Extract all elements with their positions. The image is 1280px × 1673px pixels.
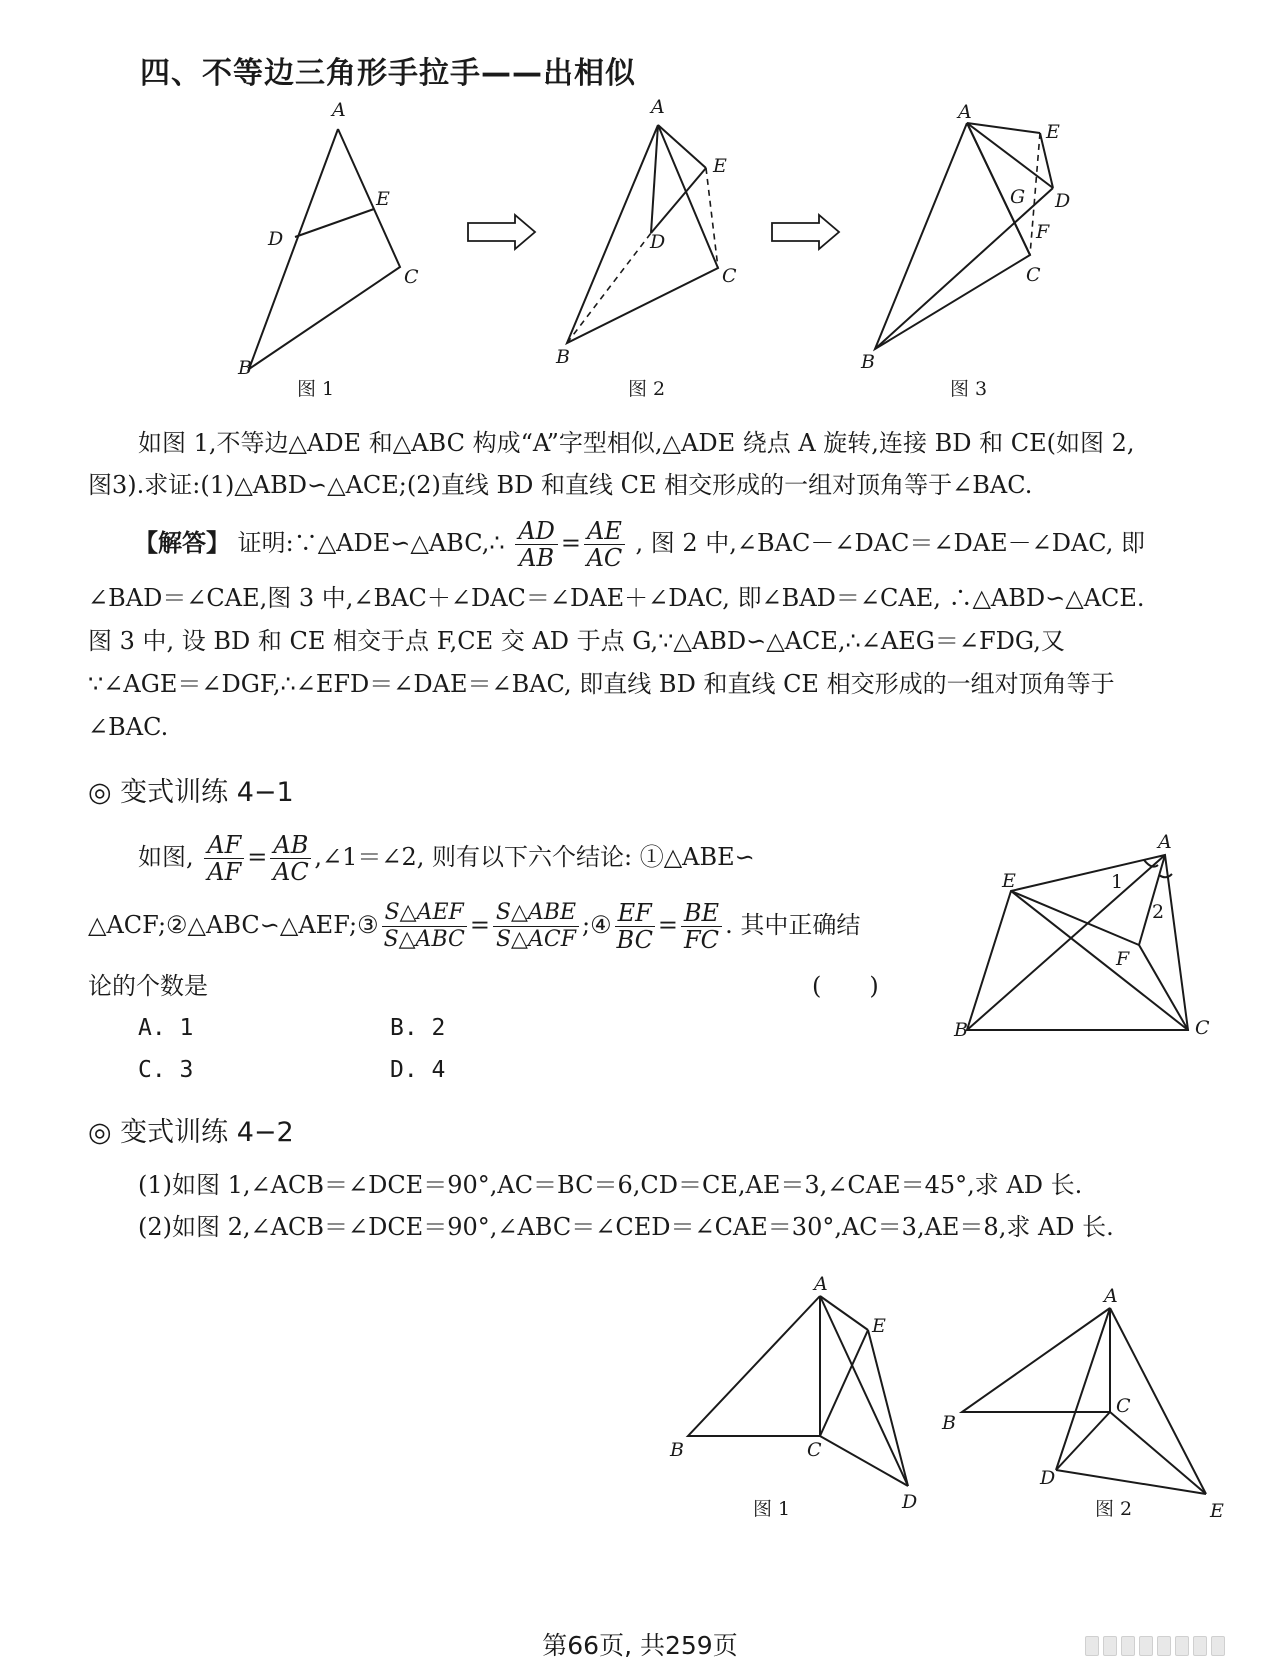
fig2-label-b: B (556, 346, 570, 368)
fig3-label-e: E (1046, 121, 1060, 143)
fraction-be-fc: $\frac{BE}{FC}$ (681, 900, 722, 953)
fig3-label-d: D (1055, 190, 1071, 212)
solution-label: 【解答】 (134, 529, 230, 557)
solution-l1-pre: 证明:∵△ADE∽△ABC,∴ (237, 529, 505, 557)
fig1-label-a: A (332, 99, 346, 121)
solution-l1-post: , 图 2 中,∠BAC－∠DAC＝∠DAE－∠DAC, 即 (635, 529, 1146, 557)
fig1-label-d: D (268, 228, 284, 250)
ex1-label-c: C (1195, 1017, 1210, 1039)
option-a: A. 1 (138, 1015, 194, 1041)
fig3-label-b: B (861, 351, 875, 373)
solution-line-1: 【解答】 证明:∵△ADE∽△ABC,∴ $\frac{AD}{AB}$ = $\frac{AE}{AC}$ , 图 2 中,∠BAC－∠DAC＝∠DAE－∠DAC, 即 (134, 517, 1146, 572)
ex2-fig2-label-d: D (1040, 1467, 1056, 1489)
solution-line-4: ∵∠AGE＝∠DGF,∴∠EFD＝∠DAE＝∠BAC, 即直线 BD 和直线 CE 相交形成的一组对顶角等于 (88, 670, 1115, 698)
ex2-fig1-caption: 图 1 (753, 1498, 791, 1520)
solution-line-5: ∠BAC. (88, 713, 169, 741)
ex1-label-b: B (954, 1019, 968, 1041)
arrow-1 (468, 215, 535, 249)
fig1-label-e: E (376, 188, 390, 210)
solution-line-2: ∠BAD＝∠CAE,图 3 中,∠BAC＋∠DAC＝∠DAE＋∠DAC, 即∠BAD＝∠CAE, ∴△ABD∽△ACE. (88, 584, 1145, 612)
fig2-label-e: E (713, 155, 727, 177)
exercise-4-1-title: ◎ 变式训练 4−1 (88, 777, 294, 808)
fig3-label-c: C (1026, 264, 1041, 286)
solution-line-3: 图 3 中, 设 BD 和 CE 相交于点 F,CE 交 AD 于点 G,∵△ABD∽△ACE,∴∠AEG＝∠FDG,又 (88, 627, 1065, 655)
ex2-question-2: (2)如图 2,∠ACB＝∠DCE＝90°,∠ABC＝∠CED＝∠CAE＝30°,AC＝3,AE＝8,求 AD 长. (138, 1213, 1114, 1241)
exercise-4-2-figures (640, 1270, 1260, 1530)
ex1-line-2: △ACF;②△ABC∽△AEF;③ $\frac{\text{S△AEF}}{\text{S△ABC}}$ = $\frac{\text{S△ABE}}{\text{S△ACF}}$ ;④ $\frac{EF}{BC}$ = $\frac{BE}{FC}$ . 其中正确结 (88, 899, 861, 954)
ex2-figure-2 (962, 1308, 1206, 1494)
figure-2 (567, 125, 718, 343)
fig3-label-a: A (958, 101, 972, 123)
page-scroll-indicator[interactable] (1085, 1636, 1235, 1654)
figures-top (0, 90, 1280, 410)
fig1-caption: 图 1 (297, 378, 335, 400)
exercise-4-1-figure (940, 830, 1240, 1050)
fig2-label-a: A (651, 96, 665, 118)
fig3-label-f: F (1036, 221, 1050, 243)
ex2-fig1-label-a: A (814, 1273, 828, 1295)
fraction-ae-ac: $\frac{AE}{AC}$ (584, 518, 625, 571)
ex2-fig1-label-d: D (902, 1491, 918, 1513)
ex1-line-1: 如图, $\frac{AF}{AF}$ = $\frac{AB}{AC}$ ,∠1＝∠2, 则有以下六个结论: ①△ABE∽ (138, 831, 755, 886)
ex2-fig2-label-b: B (942, 1412, 956, 1434)
fraction-af-af: $\frac{AF}{AF}$ (204, 832, 244, 885)
ex2-fig2-label-e: E (1210, 1500, 1224, 1522)
option-b: B. 2 (390, 1015, 446, 1041)
ex1-angle-2: 2 (1152, 901, 1165, 923)
fig2-caption: 图 2 (628, 378, 666, 400)
fraction-ef-bc: $\frac{EF}{BC}$ (616, 899, 653, 954)
ex2-fig2-caption: 图 2 (1095, 1498, 1133, 1520)
arrow-2 (772, 215, 839, 249)
fig1-label-c: C (404, 266, 419, 288)
fig2-label-c: C (722, 265, 737, 287)
ex2-fig1-label-b: B (670, 1439, 684, 1461)
ex1-label-a: A (1158, 831, 1172, 853)
ex2-question-1: (1)如图 1,∠ACB＝∠DCE＝90°,AC＝BC＝6,CD＝CE,AE＝3,∠CAE＝45°,求 AD 长. (138, 1171, 1083, 1199)
fig3-caption: 图 3 (950, 378, 988, 400)
ex1-label-f: F (1116, 948, 1130, 970)
problem-line-1: 如图 1,不等边△ADE 和△ABC 构成“A”字型相似,△ADE 绕点 A 旋转,连接 BD 和 CE(如图 2, (138, 429, 1135, 457)
option-d: D. 4 (390, 1057, 446, 1083)
option-c: C. 3 (138, 1057, 194, 1083)
answer-paren: ( ) (812, 972, 879, 1000)
fraction-ab-ac: $\frac{AB}{AC}$ (270, 832, 311, 885)
fig3-label-g: G (1010, 186, 1026, 208)
ex2-fig1-label-e: E (872, 1315, 886, 1337)
ex2-fig1-label-c: C (807, 1439, 822, 1461)
fraction-area-1: $\frac{\text{S△AEF}}{\text{S△ABC}}$ (383, 900, 465, 952)
section-title: 四、不等边三角形手拉手——出相似 (140, 56, 636, 91)
figure-3 (875, 123, 1053, 349)
ex1-line-3: 论的个数是 (88, 972, 208, 1000)
ex1-label-e: E (1002, 870, 1016, 892)
problem-line-2: 图3).求证:(1)△ABD∽△ACE;(2)直线 BD 和直线 CE 相交形成的一组对顶角等于∠BAC. (88, 471, 1033, 499)
fig2-label-d: D (650, 231, 666, 253)
page-footer: 第66页, 共259页 (542, 1631, 738, 1660)
fraction-area-2: $\frac{\text{S△ABE}}{\text{S△ACF}}$ (493, 900, 579, 953)
exercise-4-2-title: ◎ 变式训练 4−2 (88, 1117, 294, 1148)
ex2-fig2-label-a: A (1104, 1285, 1118, 1307)
ex1-angle-1: 1 (1111, 871, 1124, 893)
fraction-ad-ab: $\frac{AD}{AB}$ (515, 518, 558, 571)
ex2-fig2-label-c: C (1116, 1395, 1131, 1417)
fig1-label-b: B (238, 357, 252, 379)
